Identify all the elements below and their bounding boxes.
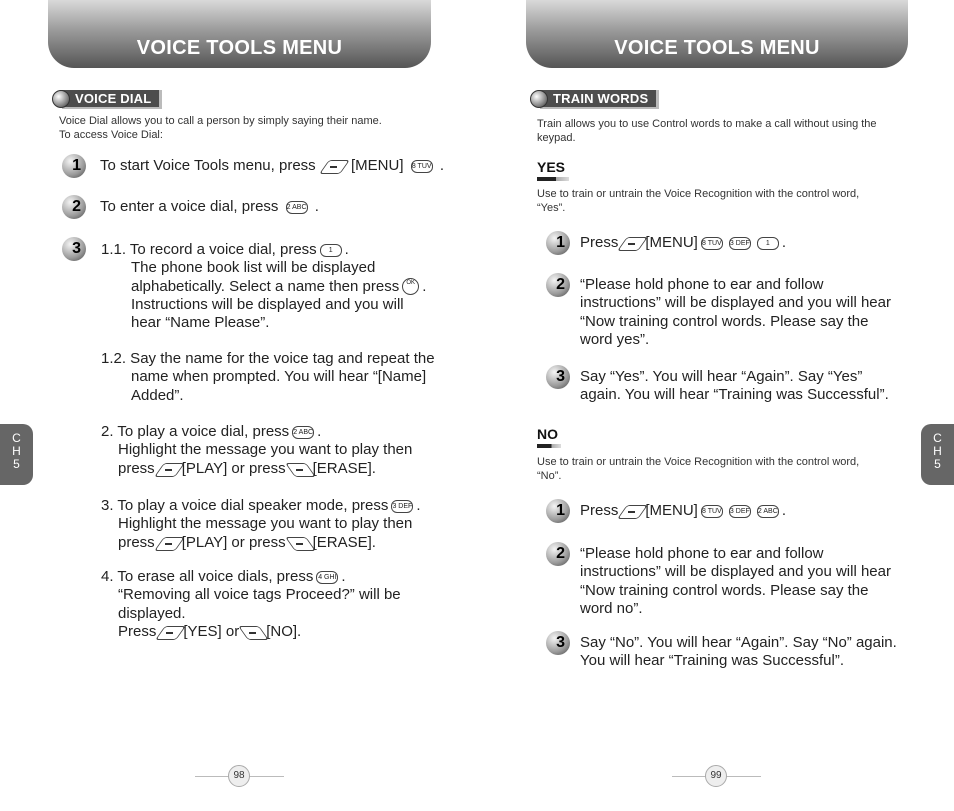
no-description: Use to train or untrain the Voice Recognition with the control word, “No”.: [537, 456, 860, 482]
left-soft-key-icon: [621, 236, 642, 250]
page-rule: [726, 776, 761, 777]
left-page-title: VOICE TOOLS MENU: [48, 0, 431, 68]
voice-dial-section-tag: [52, 89, 162, 109]
step-2-text: To enter a voice dial, press 2 ABC .: [100, 198, 319, 215]
train-words-section-label: TRAIN WORDS: [540, 90, 659, 109]
chapter-tab-right: C H 5: [921, 424, 954, 485]
yes-step-number-1: 1: [546, 231, 570, 255]
page-number-right: 99: [705, 765, 727, 787]
page-number-left: 98: [228, 765, 250, 787]
step-number-3: 3: [62, 237, 86, 261]
no-step-number-3: 3: [546, 631, 570, 655]
substep-1-1: 1.1. To record a voice dial, press 1 . The phone book list will be displayed alphabetically. Select a name then press OK . Instructions will be displayed and you will hear “Name Please”.: [101, 241, 427, 332]
bullet-icon: [52, 90, 70, 108]
right-soft-key-icon: [289, 462, 310, 476]
yes-underline: [537, 177, 569, 181]
substep-2: 2. To play a voice dial, press 2 ABC . Highlight the message you want to play then press [PLAY] or press [ERASE].: [101, 423, 413, 477]
ok-key-icon: OK: [402, 278, 419, 295]
left-soft-key-icon: [159, 625, 180, 639]
page-rule: [672, 776, 707, 777]
substep-3: 3. To play a voice dial speaker mode, press 3 DEF . Highlight the message you want to play then press [PLAY] or press [ERASE].: [101, 497, 421, 551]
train-words-section-tag: [530, 89, 659, 109]
yes-step-2-text: “Please hold phone to ear and follow instructions” will be displayed and you will hear “Now training control words. Please say the word yes”.: [580, 276, 891, 348]
bullet-icon: [530, 90, 548, 108]
no-step-number-1: 1: [546, 499, 570, 523]
step-1-text: To start Voice Tools menu, press [MENU] 8 TUV .: [100, 157, 445, 174]
left-soft-key-icon: [158, 536, 179, 550]
page-rule: [195, 776, 230, 777]
page-rule: [249, 776, 284, 777]
key-8-icon: 8 TUV: [411, 160, 433, 173]
left-soft-key-icon: [621, 504, 642, 518]
no-step-1-text: Press [MENU] 8 TUV 3 DEF 2 ABC .: [580, 502, 787, 519]
left-soft-key-icon: [323, 159, 344, 173]
right-soft-key-icon: [242, 625, 263, 639]
chapter-tab-left: C H 5: [0, 424, 33, 485]
key-2-icon: 2 ABC: [286, 201, 308, 214]
train-words-intro: Train allows you to use Control words to make a call without using the keypad.: [537, 118, 877, 144]
substep-4: 4. To erase all voice dials, press 4 GHI . “Removing all voice tags Proceed?” will be displayed. Press [YES] or [NO].: [101, 568, 401, 640]
no-step-2-text: “Please hold phone to ear and follow instructions” will be displayed and you will hear “Now training control words. Please say the word no”.: [580, 545, 891, 617]
yes-step-number-2: 2: [546, 273, 570, 297]
substep-1-2: 1.2. Say the name for the voice tag and repeat the name when prompted. You will hear “[Name] Added”.: [101, 350, 435, 404]
key-1-icon: 1: [757, 237, 779, 250]
key-3-icon: 3 DEF: [729, 237, 751, 250]
yes-step-1-text: Press [MENU] 8 TUV 3 DEF 1 .: [580, 234, 787, 251]
step-number-2: 2: [62, 195, 86, 219]
no-step-number-2: 2: [546, 542, 570, 566]
right-soft-key-icon: [289, 536, 310, 550]
step-number-1: 1: [62, 154, 86, 178]
voice-dial-intro: Voice Dial allows you to call a person by simply saying their name. To access Voice Dial:: [59, 115, 382, 141]
left-soft-key-icon: [158, 462, 179, 476]
key-3-icon: 3 DEF: [391, 500, 413, 513]
key-4-icon: 4 GHI: [316, 571, 338, 584]
voice-dial-section-label: VOICE DIAL: [62, 90, 162, 109]
key-3-icon: 3 DEF: [729, 505, 751, 518]
no-underline: [537, 444, 561, 448]
key-2-icon: 2 ABC: [292, 426, 314, 439]
key-2-icon: 2 ABC: [757, 505, 779, 518]
yes-step-number-3: 3: [546, 365, 570, 389]
key-8-icon: 8 TUV: [701, 237, 723, 250]
right-page-title: VOICE TOOLS MENU: [526, 0, 908, 68]
no-heading: NO: [537, 426, 558, 442]
yes-description: Use to train or untrain the Voice Recognition with the control word, “Yes”.: [537, 188, 860, 214]
yes-step-3-text: Say “Yes”. You will hear “Again”. Say “Yes” again. You will hear “Training was Successful”.: [580, 368, 889, 404]
key-8-icon: 8 TUV: [701, 505, 723, 518]
yes-heading: YES: [537, 159, 566, 175]
key-1-icon: 1: [320, 244, 342, 257]
no-step-3-text: Say “No”. You will hear “Again”. Say “No” again. You will hear “Training was Successful”.: [580, 634, 897, 670]
